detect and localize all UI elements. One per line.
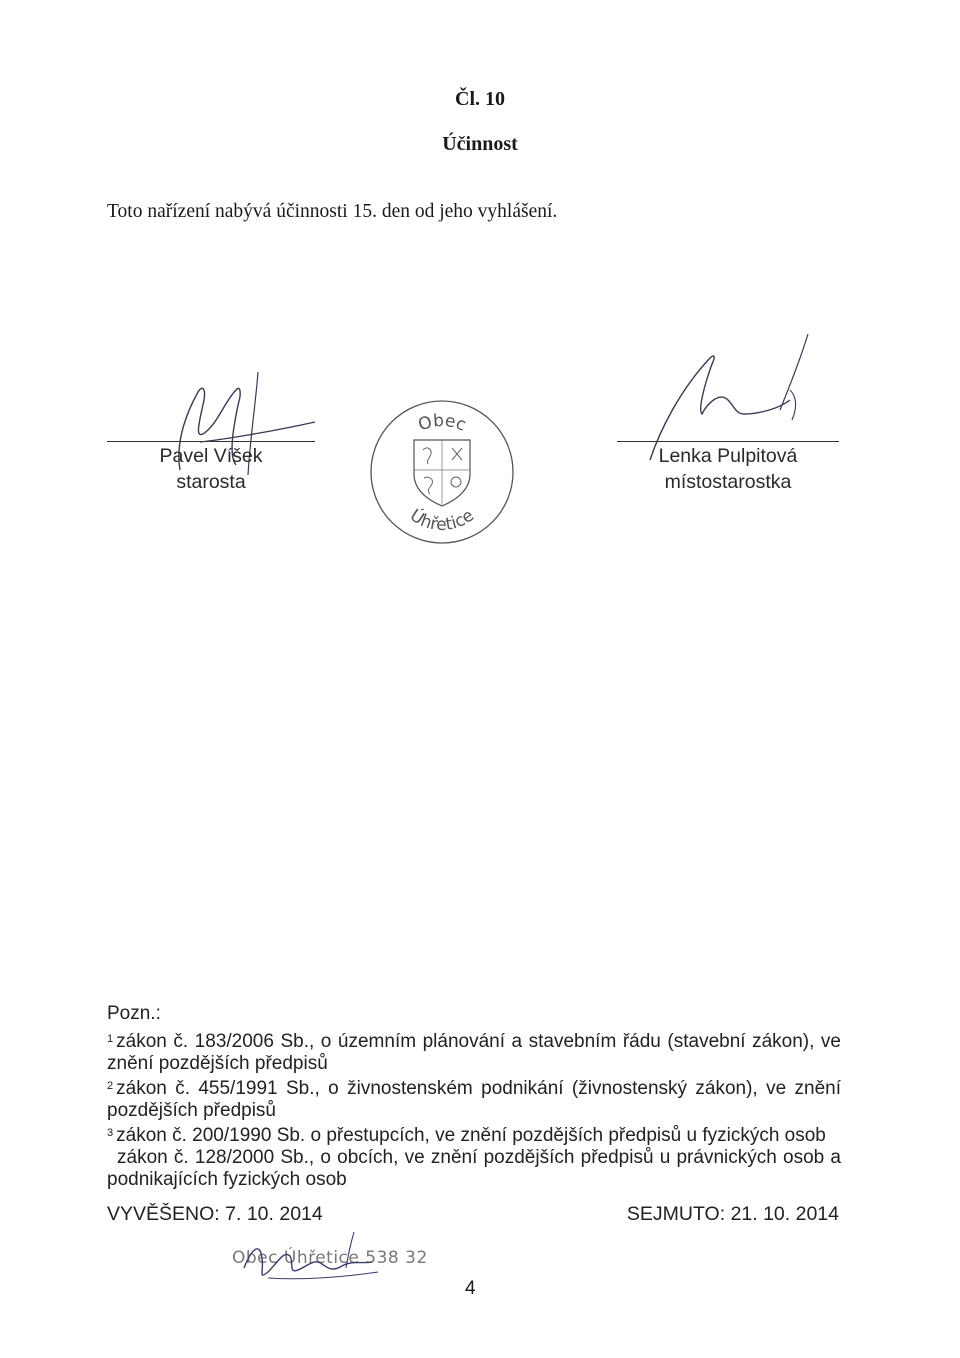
signatory-left — [107, 443, 315, 495]
stamp-bottom-text: Úhřetice — [406, 505, 478, 536]
svg-text:Úhřetice — [406, 504, 478, 535]
posted-info — [107, 1203, 323, 1226]
note-marker: 2 — [107, 1080, 114, 1092]
note-marker: 3 — [107, 1127, 114, 1139]
removed-date: 21. 10. 2014 — [730, 1203, 839, 1225]
note-item — [107, 1122, 841, 1147]
signatory-left-role: starosta — [176, 471, 246, 493]
note-item — [107, 1075, 841, 1122]
article-text: Toto nařízení nabývá účinnosti 15. den od jeho vyhlášení. — [107, 201, 558, 222]
note-item — [107, 1147, 841, 1191]
bottom-signature — [238, 1228, 388, 1288]
note-item — [107, 1028, 841, 1075]
official-stamp — [368, 398, 516, 546]
page-number: 4 — [465, 1278, 476, 1299]
signatory-left-name: Pavel Víšek — [159, 445, 263, 467]
note-text: zákon č. 200/1990 Sb. o přestupcích, ve znění pozdějších předpisů u fyzických osob — [116, 1125, 826, 1146]
article-title: Účinnost — [442, 133, 518, 155]
svg-text:Obec — [416, 411, 469, 436]
note-text: zákon č. 183/2006 Sb., o územním plánování a stavebním řádu (stavební zákon), ve znění pozdějších předpisů — [107, 1031, 841, 1074]
note-marker: 1 — [107, 1033, 114, 1045]
coat-of-arms-icon — [414, 440, 470, 506]
posted-date: 7. 10. 2014 — [225, 1203, 323, 1225]
stamp-top-text: Obec — [415, 410, 469, 436]
signatory-right-name: Lenka Pulpitová — [658, 445, 798, 467]
article-number: Čl. 10 — [455, 88, 505, 110]
signatory-right — [617, 443, 839, 495]
signatory-right-role: místostarostka — [664, 471, 792, 493]
note-text: zákon č. 128/2000 Sb., o obcích, ve znění pozdějších předpisů u právnických osob a podnikajících fyzických osob — [107, 1147, 841, 1190]
notes-heading: Pozn.: — [107, 1003, 161, 1024]
removed-info — [627, 1203, 839, 1226]
removed-label: SEJMUTO: — [626, 1203, 726, 1225]
bottom-stamp-text: Obec Úhřetice 538 32 — [232, 1248, 428, 1268]
notes-section — [107, 1003, 841, 1191]
note-text: zákon č. 455/1991 Sb., o živnostenském podnikání (živnostenský zákon), ve znění pozdějších předpisů — [107, 1078, 841, 1121]
posted-label: VYVĚŠENO: — [107, 1203, 220, 1225]
